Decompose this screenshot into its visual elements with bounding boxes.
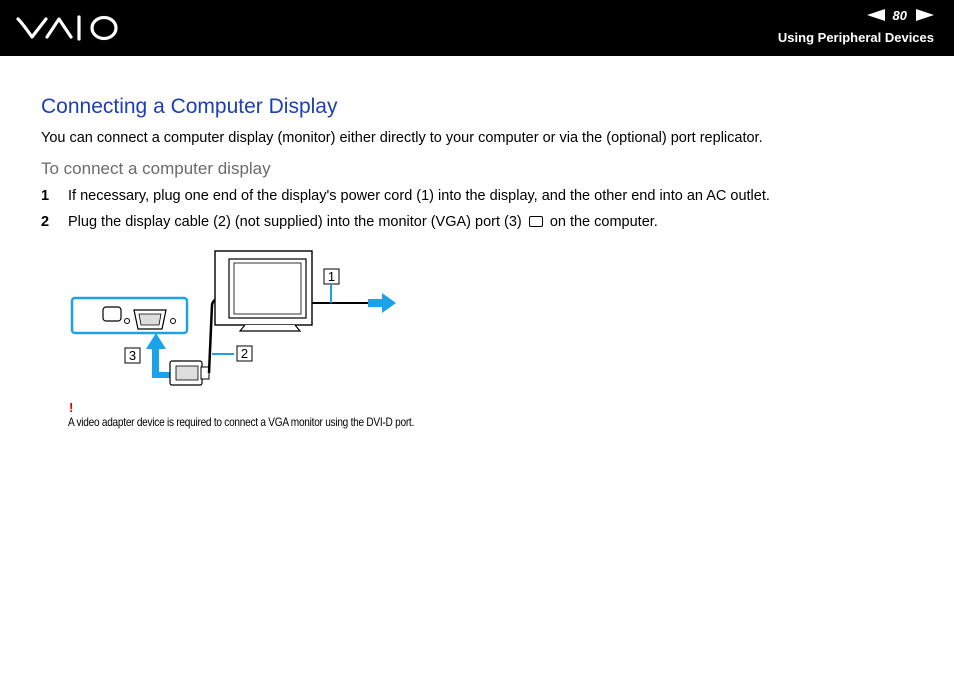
step-text-after-icon: on the computer.	[549, 214, 658, 230]
vaio-logo	[16, 13, 120, 43]
page-title: Connecting a Computer Display	[41, 95, 338, 118]
callout-2: 2	[240, 346, 249, 361]
section-title: Using Peripheral Devices	[777, 30, 934, 45]
vga-connector	[170, 361, 209, 385]
step-1	[41, 188, 770, 204]
step-text: If necessary, plug one end of the display's power cord (1) into the display, and the other end into an AC outlet.	[68, 188, 770, 204]
header-bar	[0, 0, 954, 56]
callout-3: 3	[128, 348, 137, 363]
step-text	[68, 214, 658, 230]
intro-paragraph: You can connect a computer display (monitor) either directly to your computer or via the (optional) port replicator.	[41, 130, 763, 146]
page-navigation	[867, 6, 934, 24]
callout-1: 1	[327, 269, 336, 284]
step-number: 1	[41, 188, 50, 204]
procedure-heading: To connect a computer display	[41, 159, 271, 178]
step-number: 2	[41, 214, 50, 230]
monitor-illustration	[215, 251, 312, 331]
connection-diagram	[60, 245, 410, 395]
note-text: A video adapter device is required to connect a VGA monitor using the DVI-D port.	[68, 415, 415, 429]
previous-page-icon[interactable]	[867, 9, 885, 21]
monitor-port-icon	[529, 216, 543, 227]
next-page-icon[interactable]	[916, 9, 934, 21]
page-number: 80	[892, 7, 907, 23]
warning-icon: !	[69, 400, 74, 415]
computer-port-panel	[72, 298, 187, 333]
ac-outlet-arrow-icon	[368, 293, 396, 313]
step-2	[41, 214, 658, 230]
step-text-before-icon: Plug the display cable (2) (not supplied) into the monitor (VGA) port (3)	[68, 214, 522, 230]
